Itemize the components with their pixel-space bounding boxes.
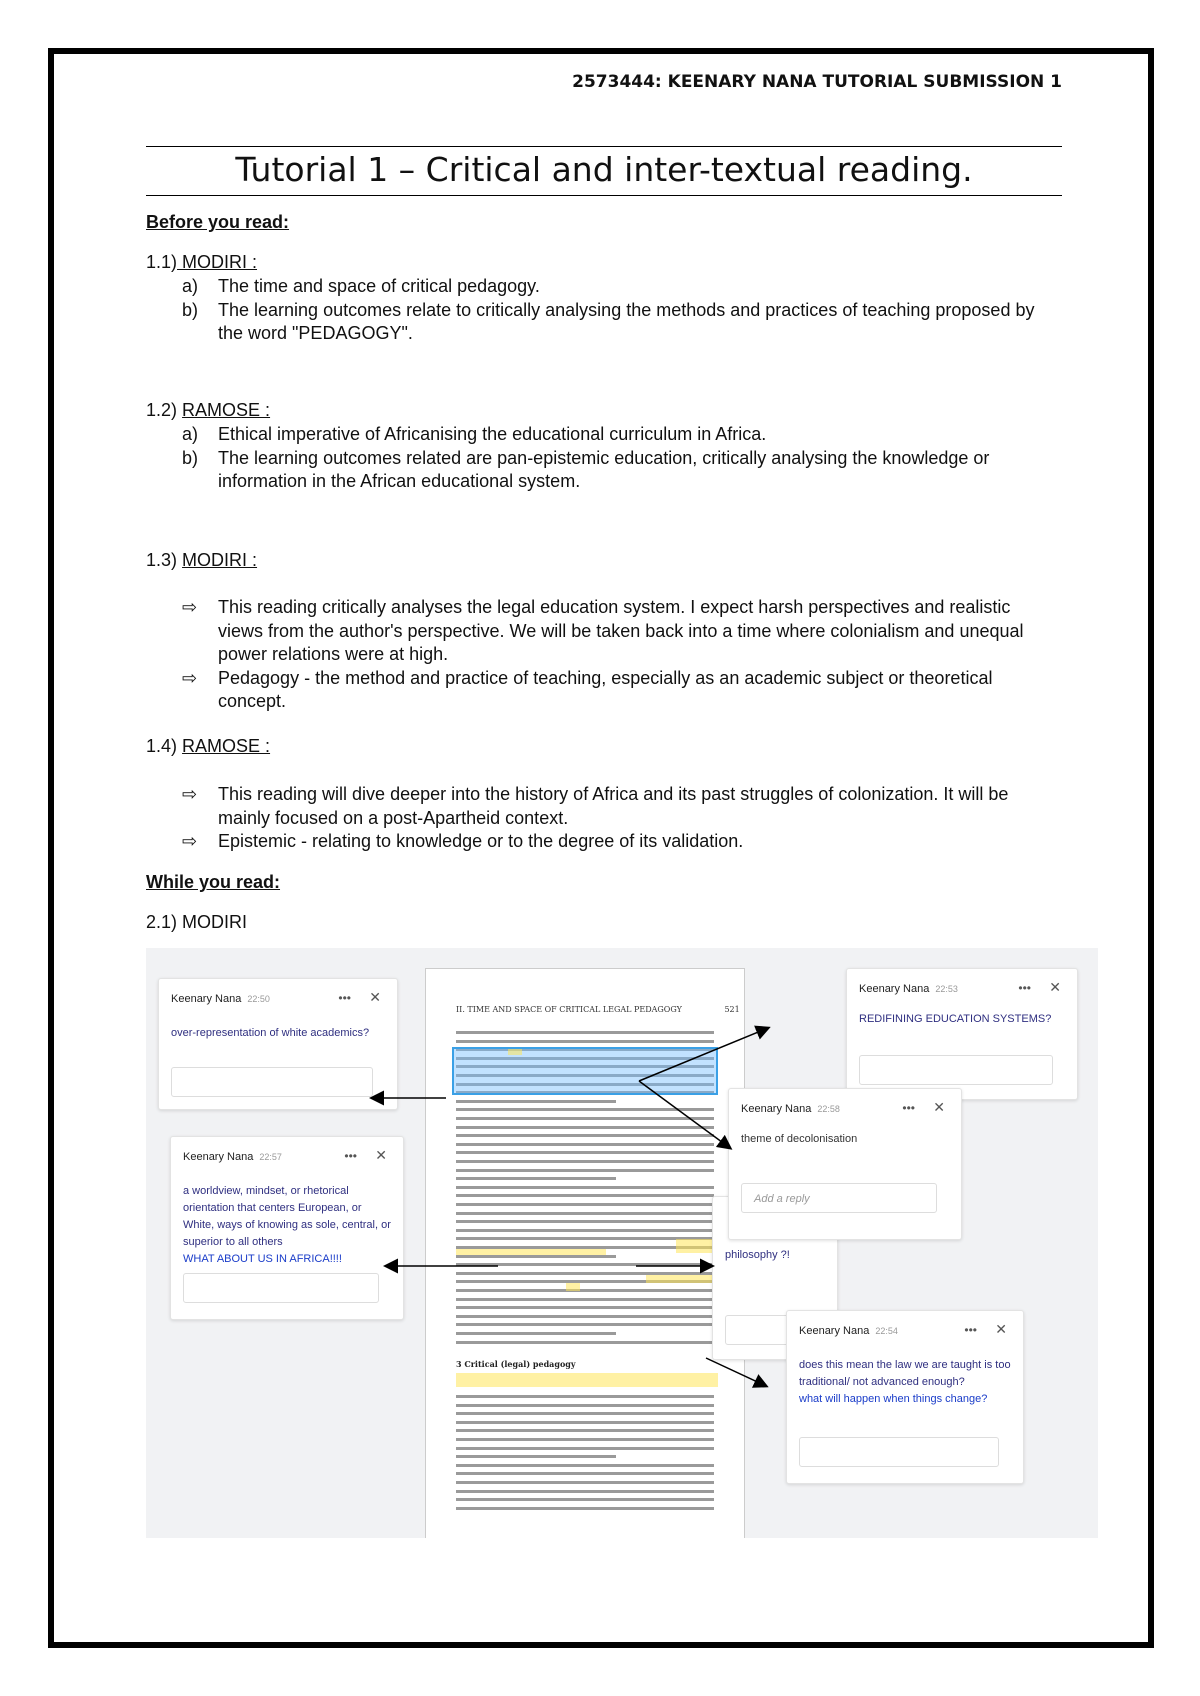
question-1-3-list — [180, 596, 1060, 714]
list-item — [180, 783, 1060, 830]
question-2-1: 2.1) MODIRI — [146, 912, 248, 932]
comment-time: 22:53 — [935, 984, 958, 994]
list-marker: b) — [182, 447, 199, 468]
question-author: RAMOSE : — [182, 736, 271, 756]
close-icon[interactable]: ✕ — [369, 989, 381, 1005]
question-author: MODIRI : — [177, 252, 258, 272]
more-options-icon[interactable]: ••• — [1018, 981, 1031, 995]
question-number: 1.2) — [146, 400, 178, 420]
comment-time: 22:50 — [247, 994, 270, 1004]
arrow-bullet-icon: ⇨ — [182, 784, 198, 804]
comment-author: Keenary Nana 22:57 — [183, 1151, 282, 1163]
list-marker: b) — [182, 299, 199, 320]
comment-text: theme of decolonisation — [741, 1133, 858, 1145]
comment-author: Keenary Nana 22:54 — [799, 1325, 898, 1337]
pdf-section-heading: 3 Critical (legal) pedagogy — [456, 1359, 576, 1369]
close-icon[interactable]: ✕ — [375, 1147, 387, 1163]
while-heading: While you read: — [146, 872, 281, 892]
comment-time: 22:54 — [875, 1326, 898, 1336]
question-1-4 — [146, 736, 270, 757]
question-author: MODIRI : — [182, 550, 258, 570]
comment-text: REDIFINING EDUCATION SYSTEMS? — [859, 1013, 1052, 1025]
comment-text: over-representation of white academics? — [171, 1027, 370, 1039]
list-item — [180, 447, 1060, 494]
arrow-to-comment-3 — [639, 1028, 768, 1081]
comment-body: does this mean the law we are taught is too traditional/ not advanced enough? — [799, 1359, 1011, 1388]
page-header: 2573444: KEENARY NANA TUTORIAL SUBMISSION 1 — [572, 72, 1062, 92]
arrow-bullet-icon: ⇨ — [182, 667, 198, 688]
list-item-text: This reading will dive deeper into the history of Africa and its past struggles of colonization. It will be mainly focused on a post-Apartheid context. — [218, 784, 1009, 828]
list-item — [180, 830, 1060, 854]
comment-time: 22:58 — [817, 1104, 840, 1114]
arrow-to-comment-4 — [639, 1081, 730, 1148]
comment-extra: what will happen when things change? — [799, 1393, 988, 1405]
question-number: 1.4) — [146, 736, 178, 756]
list-item — [180, 667, 1060, 714]
list-item-text: Epistemic - relating to knowledge or to the degree of its validation. — [218, 831, 744, 851]
question-1-2-list — [180, 423, 1060, 494]
list-item — [180, 596, 1060, 667]
page-title: Tutorial 1 – Critical and inter-textual reading. — [146, 146, 1062, 196]
list-item-text: Pedagogy - the method and practice of teaching, especially as an academic subject or theoretical concept. — [218, 667, 993, 711]
question-number: 1.3) — [146, 550, 178, 570]
question-1-2 — [146, 400, 270, 421]
pdf-header-text: II. TIME AND SPACE OF CRITICAL LEGAL PEDAGOGY — [456, 1005, 682, 1014]
comment-author: Keenary Nana 22:58 — [741, 1103, 840, 1115]
more-options-icon[interactable]: ••• — [902, 1101, 915, 1115]
list-item-text: Ethical imperative of Africanising the educational curriculum in Africa. — [218, 424, 767, 444]
question-1-4-list — [180, 783, 1060, 854]
question-1-1 — [146, 252, 257, 273]
list-item — [180, 275, 1060, 299]
list-item-text: The time and space of critical pedagogy. — [218, 276, 540, 296]
question-1-1-list — [180, 275, 1060, 346]
list-marker: a) — [182, 424, 199, 444]
comment-time: 22:57 — [259, 1152, 282, 1162]
arrow-bullet-icon: ⇨ — [182, 831, 198, 851]
before-heading: Before you read: — [146, 212, 290, 232]
reply-input[interactable]: Add a reply — [741, 1183, 937, 1213]
list-item — [180, 299, 1060, 346]
question-1-3 — [146, 550, 257, 571]
comment-text: philosophy ?! — [725, 1249, 790, 1261]
close-icon[interactable]: ✕ — [995, 1321, 1007, 1337]
list-item-text: This reading critically analyses the legal education system. I expect harsh perspectives and realistic views from the author's perspective. We will be taken back into a time where colonialism and unequal power relations were at high. — [218, 597, 1024, 664]
comment-body: a worldview, mindset, or rhetorical orientation that centers European, or White, ways of knowing as sole, central, or superior to all others — [183, 1185, 391, 1248]
pdf-page-number: 521 — [724, 1005, 740, 1014]
comment-author: Keenary Nana 22:53 — [859, 983, 958, 995]
comment-author: Keenary Nana 22:50 — [171, 993, 270, 1005]
annotation-arrows — [146, 948, 1098, 1538]
more-options-icon[interactable]: ••• — [338, 991, 351, 1005]
annotated-reading-screenshot — [146, 948, 1098, 1538]
list-item-text: The learning outcomes relate to critically analysing the methods and practices of teaching proposed by the word "PEDAGOGY". — [218, 299, 1035, 343]
close-icon[interactable]: ✕ — [1049, 979, 1061, 995]
list-item-text: The learning outcomes related are pan-epistemic education, critically analysing the knowledge or information in the African educational system. — [218, 447, 990, 491]
arrow-to-comment-6 — [706, 1358, 766, 1386]
question-number: 1.1) — [146, 252, 178, 272]
more-options-icon[interactable]: ••• — [964, 1323, 977, 1337]
close-icon[interactable]: ✕ — [933, 1099, 945, 1115]
list-item — [180, 423, 1060, 447]
more-options-icon[interactable]: ••• — [344, 1149, 357, 1163]
comment-extra: WHAT ABOUT US IN AFRICA!!!! — [183, 1253, 342, 1265]
question-author: RAMOSE : — [182, 400, 271, 420]
list-marker: a) — [182, 276, 199, 296]
arrow-bullet-icon: ⇨ — [182, 597, 198, 617]
